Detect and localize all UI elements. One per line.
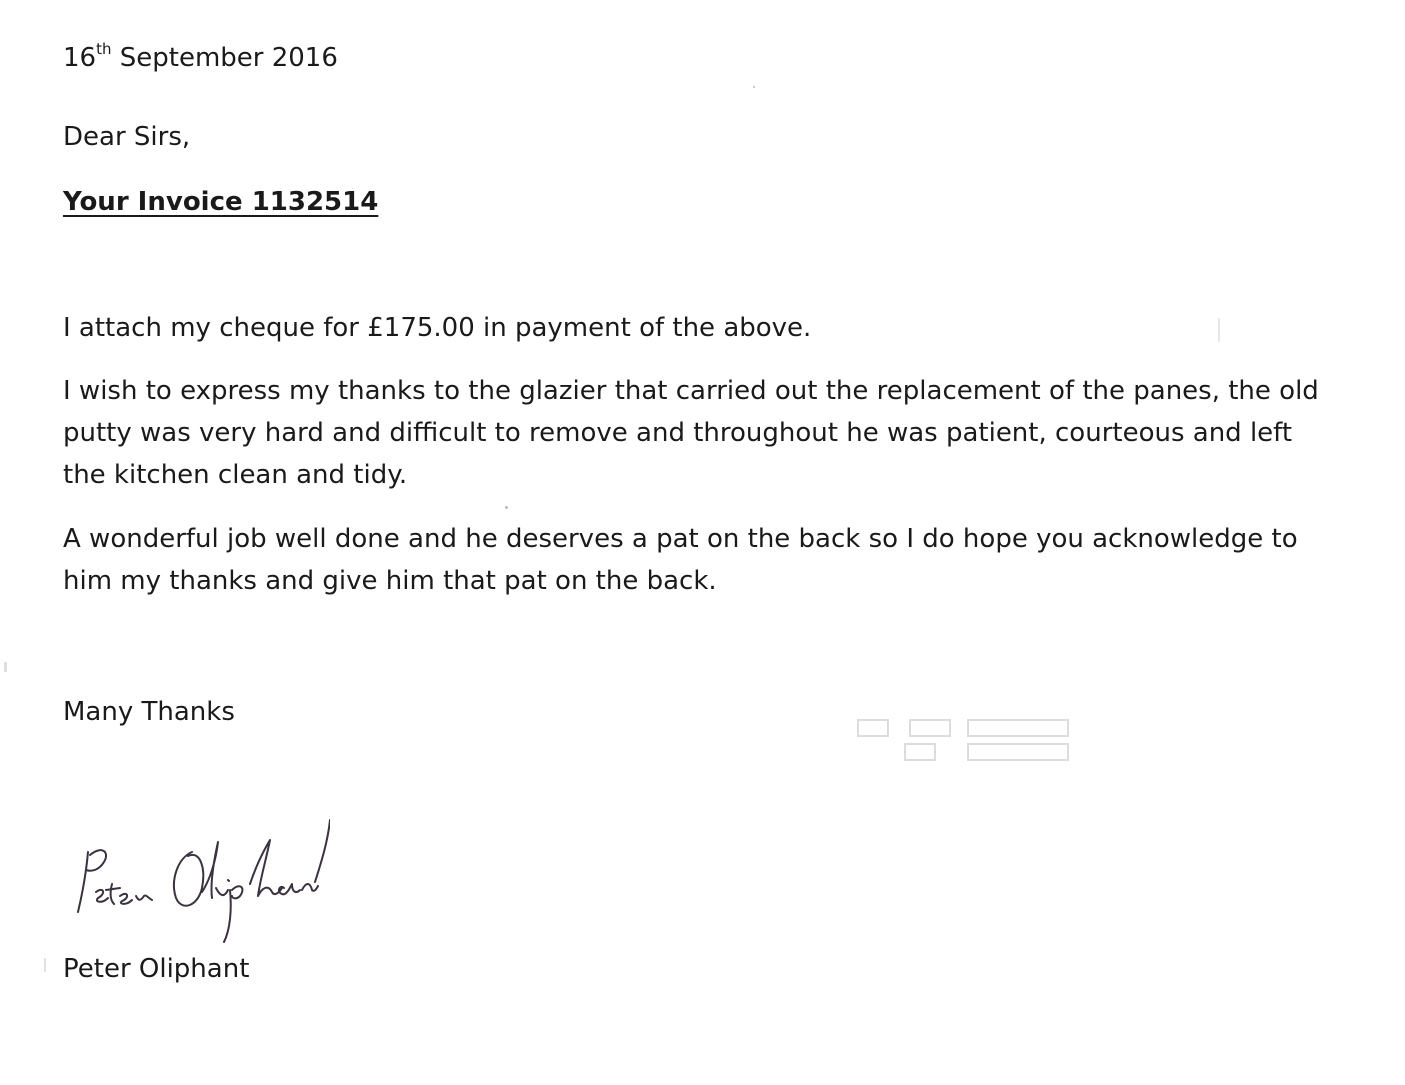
faded-stamp-icon — [850, 712, 1080, 772]
handwritten-signature-icon — [60, 800, 330, 950]
scan-speck — [1218, 318, 1220, 342]
date-month-year: September 2016 — [111, 43, 338, 73]
closing: Many Thanks — [63, 697, 235, 727]
date-suffix: th — [96, 40, 112, 59]
body-paragraph: A wonderful job well done and he deserves a pat on the back so I do hope you acknowledge to him my thanks and give him that pat on the back. — [63, 524, 1298, 596]
salutation: Dear Sirs, — [63, 122, 191, 152]
body-paragraph: I attach my cheque for £175.00 in payment of the above. — [63, 313, 812, 343]
letter-date — [63, 37, 338, 79]
signer-name: Peter Oliphant — [63, 954, 250, 984]
scan-speck — [753, 86, 755, 88]
scan-speck — [505, 506, 508, 509]
body-paragraph: I wish to express my thanks to the glazier that carried out the replacement of the panes, the old putty was very hard and difficult to remove and throughout he was patient, courteous and left the kitchen clean and tidy. — [63, 376, 1319, 490]
date-day: 16 — [63, 43, 97, 73]
scan-speck — [44, 958, 46, 972]
subject-line: Your Invoice 1132514 — [63, 187, 379, 217]
scan-speck — [4, 662, 7, 672]
